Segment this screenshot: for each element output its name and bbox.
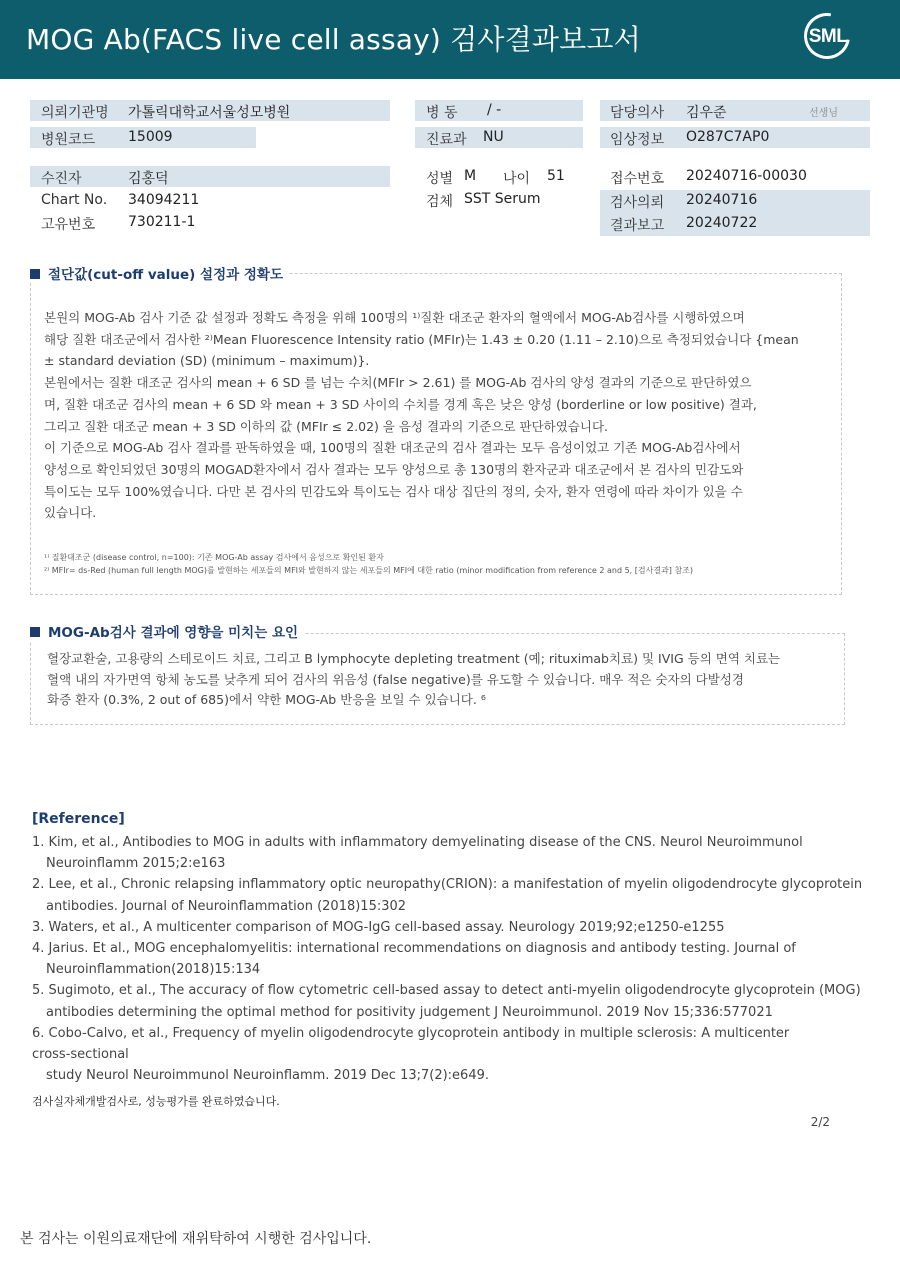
institution-value: 가톨릭대학교서울성모병원 bbox=[128, 105, 291, 121]
hospital-code-field bbox=[30, 127, 256, 148]
sml-logo bbox=[800, 13, 856, 65]
dates-field bbox=[600, 190, 870, 236]
clinical-info-field bbox=[600, 127, 870, 148]
doctor-suffix: 선생님 bbox=[809, 108, 838, 119]
sex-age-field bbox=[415, 166, 583, 187]
ward-field bbox=[415, 100, 583, 121]
chart-no-label: Chart No. bbox=[41, 192, 108, 208]
chart-no-value: 34094211 bbox=[128, 192, 200, 208]
specimen-label: 검체 bbox=[426, 194, 454, 210]
institution-field bbox=[30, 100, 390, 121]
report-header bbox=[0, 0, 900, 79]
cutoff-section-title: 절단값(cut-off value) 설정과 정확도 bbox=[30, 263, 289, 283]
patient-value: 김홍덕 bbox=[128, 171, 169, 187]
sex-label: 성별 bbox=[426, 171, 454, 187]
reference-item: Neuroinflamm 2015;2:e163 bbox=[46, 856, 226, 872]
factors-section-title: MOG-Ab검사 결과에 영향을 미치는 요인 bbox=[30, 621, 304, 641]
request-date-value: 20240716 bbox=[686, 192, 758, 208]
clinical-info-label: 임상정보 bbox=[610, 132, 665, 148]
reference-item: 2. Lee, et al., Chronic relapsing inflammatory optic neuropathy(CRION): a manifestation of myelin oligodendrocyte glycoprotein bbox=[32, 877, 863, 893]
department-label: 진료과 bbox=[426, 132, 467, 148]
validation-note: 검사실자체개발검사로, 성능평가를 완료하였습니다. bbox=[32, 1095, 280, 1108]
report-date-label: 결과보고 bbox=[610, 218, 665, 234]
page-number: 2/2 bbox=[810, 1115, 830, 1129]
ward-label: 병 동 bbox=[426, 105, 458, 121]
unique-no-field bbox=[30, 212, 390, 233]
bullet-square-icon bbox=[30, 627, 40, 637]
receipt-no-field bbox=[600, 166, 870, 187]
receipt-no-label: 접수번호 bbox=[610, 171, 665, 187]
department-value: NU bbox=[483, 129, 504, 145]
reference-heading: [Reference] bbox=[32, 811, 125, 827]
doctor-field bbox=[600, 100, 870, 121]
ward-value: / - bbox=[487, 102, 502, 118]
receipt-no-value: 20240716-00030 bbox=[686, 168, 807, 184]
reference-item: 3. Waters, et al., A multicenter comparison of MOG-IgG cell-based assay. Neurology 2019;92;e1250-e1255 bbox=[32, 919, 725, 935]
factors-paragraph: 혈장교환술, 고용량의 스테로이드 치료, 그리고 B lymphocyte depleting treatment (예; rituximab치료) 및 IVIG 등의 면역 치료는 혈액 내의 자가면역 항체 농도를 낮추게 되어 검사의 위음성 (false negative)를 유도할 수 있습니다. 매우 적은 숫자의 다발성경 화증 환자 (0.3%, 2 out of 685)에서 약한 MOG-Ab 반응을 보일 수 있습니다. ⁶ bbox=[47, 651, 781, 707]
logo-text: SML bbox=[808, 26, 848, 47]
report-date-value: 20240722 bbox=[686, 215, 758, 231]
specimen-field bbox=[415, 189, 583, 210]
age-value: 51 bbox=[547, 168, 565, 184]
reference-item: 4. Jarius. Et al., MOG encephalomyelitis: international recommendations on diagnosis and antibody testing. Journal of bbox=[32, 941, 796, 957]
hospital-code-value: 15009 bbox=[128, 129, 173, 145]
hospital-code-label: 병원코드 bbox=[41, 132, 96, 148]
report-title: MOG Ab(FACS live cell assay) 검사결과보고서 bbox=[26, 23, 641, 56]
request-date-label: 검사의뢰 bbox=[610, 195, 665, 211]
reference-item: 5. Sugimoto, et al., The accuracy of flow cytometric cell-based assay to detect anti-myelin oligodendrocyte glycoprotein (MOG) bbox=[32, 983, 861, 999]
unique-no-value: 730211-1 bbox=[128, 214, 196, 230]
reference-item: cross-sectional bbox=[32, 1047, 129, 1063]
reference-item: antibodies. Journal of Neuroinflammation (2018)15:302 bbox=[46, 898, 407, 914]
specimen-value: SST Serum bbox=[464, 191, 541, 207]
department-field bbox=[415, 127, 583, 148]
footnote-1: ¹⁾ 질환대조군 (disease control, n=100): 기존 MOG-Ab assay 검사에서 음성으로 확인된 환자 bbox=[44, 553, 384, 562]
bullet-square-icon bbox=[30, 269, 40, 279]
patient-field bbox=[30, 166, 390, 187]
reference-item: study Neurol Neuroimmunol Neuroinflamm. 2019 Dec 13;7(2):e649. bbox=[46, 1068, 490, 1084]
reference-item: antibodies determining the optimal method for positivity judgement J Neuroimmunol. 2019 Nov 15;336:577021 bbox=[46, 1004, 773, 1020]
reference-item: 1. Kim, et al., Antibodies to MOG in adults with inflammatory demyelinating disease of the CNS. Neurol Neuroimmunol bbox=[32, 835, 803, 850]
reference-list bbox=[32, 832, 862, 1086]
reference-item: 6. Cobo-Calvo, et al., Frequency of myelin oligodendrocyte glycoprotein antibody in multiple sclerosis: A multicenter bbox=[32, 1025, 790, 1041]
doctor-value: 김우준 bbox=[686, 105, 727, 121]
cutoff-paragraph: 본원의 MOG-Ab 검사 기준 값 설정과 정확도 측정을 위해 100명의 ¹⁾질환 대조군 환자의 혈액에서 MOG-Ab검사를 시행하였으며 해당 질환 대조군에서 검사한 ²⁾Mean Fluorescence Intensity ratio (MFIr)는 1.43 ± 0.20 (1.11 – 2.10)으로 측정되었습니다 {mean ± standard deviation (SD) (minimum – maximum)}. 본원에서는 질환 대조군 검사의 mean + 6 SD 를 넘는 수치(MFIr > 2.61) 를 MOG-Ab 검사의 양성 결과의 기준으로 판단하였으 며, 질환 대조군 검사의 mean + 6 SD 와 mean + 3 SD 사이의 수치를 경계 혹은 낮은 양성 (borderline or low positive) 결과, 그리고 질환 대조군 mean + 3 SD 이하의 값 (MFIr ≤ 2.02) 을 음성 결과의 기준으로 판단하였습니다. 이 기준으로 MOG-Ab 검사 결과를 판독하였을 때, 100명의 질환 대조군의 검사 결과는 모두 음성이었고 기존 MOG-Ab검사에서 양성으로 확인되었던 30명의 MOGAD환자에서 검사 결과는 모두 양성으로 총 130명의 환자군과 대조군에서 본 검사의 민감도와 특이도는 모두 100%였습니다. 다만 본 검사의 민감도와 특이도는 검사 대상 집단의 정의, 숫자, 환자 연령에 따라 차이가 있을 수 있습니다. bbox=[44, 310, 799, 521]
age-label: 나이 bbox=[503, 171, 531, 187]
clinical-info-value: O287C7AP0 bbox=[686, 129, 770, 145]
doctor-label: 담당의사 bbox=[610, 105, 665, 121]
footnote-2: ²⁾ MFIr= ds-Red (human full length MOG)를 발현하는 세포들의 MFI와 발현하지 않는 세포들의 MFI에 대한 ratio (minor modification from reference 2 and 5, [검사결과] 참조) bbox=[44, 566, 694, 575]
sex-value: M bbox=[464, 168, 477, 184]
unique-no-label: 고유번호 bbox=[41, 217, 96, 233]
patient-label: 수진자 bbox=[41, 171, 82, 187]
reference-item: Neuroinflammation(2018)15:134 bbox=[46, 962, 261, 978]
cutoff-footnotes bbox=[44, 551, 693, 577]
institution-label: 의뢰기관명 bbox=[41, 105, 109, 121]
outsourcing-note: 본 검사는 이원의료재단에 재위탁하여 시행한 검사입니다. bbox=[20, 1231, 372, 1247]
chart-no-field bbox=[30, 190, 390, 211]
